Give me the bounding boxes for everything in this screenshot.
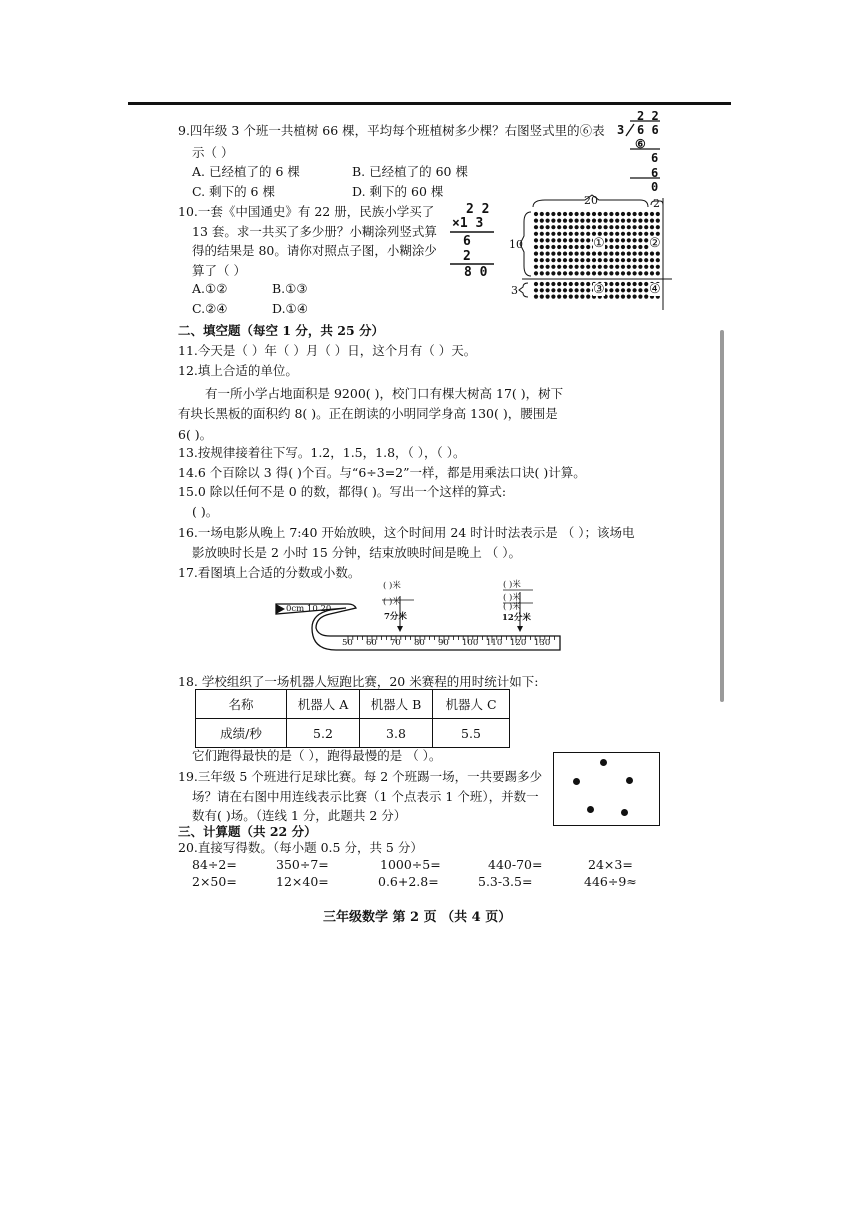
q15-line1: 15.0 除以任何不是 0 的数，都得( )。写出一个这样的算式:	[178, 484, 507, 499]
q19-point[interactable]	[573, 778, 580, 785]
q12-line2: 有块长黑板的面积约 8( )。正在朗读的小明同学身高 130( )，腰围是	[178, 406, 558, 421]
q9-option-c: C. 剩下的 6 棵	[192, 184, 275, 199]
section-3-title: 三、计算题（共 22 分）	[178, 824, 317, 839]
q11: 11.今天是（ ）年（ ）月（ ）日，这个月有（ ）天。	[178, 343, 477, 358]
tape-tick-label: 90	[438, 638, 449, 648]
q10-option-a: A.①②	[192, 281, 228, 296]
table-cell: 3.8	[360, 719, 433, 748]
q17-tape-start-labels: 0cm 10 20	[286, 604, 332, 614]
tape-tick-label: 130	[534, 638, 551, 648]
q10-line3: 得的结果是 80。请你对照点子图，小糊涂少	[192, 243, 437, 258]
q20-item: 0.6+2.8=	[378, 874, 439, 889]
q10-line2: 13 套。求一共买了多少册？小糊涂列竖式算	[192, 224, 437, 239]
q9-quotient: 2 2	[637, 109, 659, 123]
q16-line1: 16.一场电影从晚上 7:40 开始放映，这个时间用 24 时计时法表示是 （ ）；该场电	[178, 525, 635, 540]
q10-grid-label-2: 2	[653, 197, 660, 210]
q20-item: 446÷9≈	[584, 874, 637, 889]
table-header-cell: 机器人 B	[360, 690, 433, 719]
q9-step1: ⑥	[635, 137, 646, 151]
q19-point[interactable]	[587, 806, 594, 813]
q17-left-label: 7分米	[384, 612, 407, 622]
table-header-cell: 机器人 A	[287, 690, 360, 719]
q10-grid-label-10: 10	[509, 238, 523, 251]
q10-option-c: C.②④	[192, 301, 228, 316]
q19-line3: 数有( )场。（连线 1 分，此题共 2 分）	[192, 808, 407, 823]
tape-tick-label: 110	[486, 638, 503, 648]
q10-option-d: D.①④	[272, 301, 308, 316]
q18-title: 18. 学校组织了一场机器人短跑比赛，20 米赛程的用时统计如下:	[178, 674, 539, 689]
q20-item: 1000÷5=	[380, 857, 441, 872]
q19-point[interactable]	[626, 777, 633, 784]
q20-item: 2×50=	[192, 874, 237, 889]
q10-option-b: B.①③	[272, 281, 308, 296]
q10-grid-marker-4: ④	[649, 282, 661, 297]
section-2-title: 二、填空题（每空 1 分，共 25 分）	[178, 323, 385, 338]
q12-line3: 6( )。	[178, 427, 213, 442]
tape-tick-label: 100	[462, 638, 479, 648]
q9-step2: 6	[651, 151, 659, 165]
tape-tick-label: 120	[510, 638, 527, 648]
table-header-row	[196, 690, 510, 719]
q10-calc-result: 8 0	[464, 265, 488, 280]
q20-item: 350÷7=	[276, 857, 329, 872]
q17-title: 17.看图填上合适的分数或小数。	[178, 565, 361, 580]
table-row	[196, 719, 510, 748]
table-cell: 5.2	[287, 719, 360, 748]
q17-left-mid-blank: ( )米	[383, 597, 401, 607]
q10-grid-marker-3: ③	[593, 282, 605, 297]
table-row-label: 成绩/秒	[196, 719, 287, 748]
q20-item: 440-70=	[488, 857, 543, 872]
q17-left-top-blank: ( )米	[383, 581, 401, 591]
q19-line1: 19.三年级 5 个班进行足球比赛。每 2 个班踢一场，一共要踢多少	[178, 769, 543, 784]
q17-right-top-blank: ( )米	[503, 580, 521, 590]
q10-grid-marker-1: ①	[593, 236, 605, 251]
q17-right-bot-blank: ( )米	[503, 602, 521, 612]
q9-step3: 6	[651, 166, 659, 180]
q9-option-a: A. 已经植了的 6 棵	[192, 164, 300, 179]
q16-line2: 影放映时长是 2 小时 15 分钟，结束放映时间是晚上 （ ）。	[192, 545, 521, 560]
q10-calc-mul: ×1 3	[452, 216, 484, 231]
q9-dividend: 6 6	[637, 123, 659, 137]
q10-grid-label-20: 20	[584, 194, 598, 207]
tape-tick-label: 70	[390, 638, 401, 648]
tape-tick-label: 80	[414, 638, 425, 648]
q19-points-box[interactable]	[553, 752, 660, 826]
table-cell: 5.5	[433, 719, 510, 748]
q18-results-table	[195, 689, 510, 748]
q9-option-b: B. 已经植了的 60 棵	[352, 164, 468, 179]
q10-calc-top: 2 2	[466, 202, 490, 217]
table-header-cell: 机器人 C	[433, 690, 510, 719]
q10-line1: 10.一套《中国通史》有 22 册，民族小学买了	[178, 204, 435, 219]
q9-line1: 9.四年级 3 个班一共植树 66 棵，平均每个班植树多少棵？右图竖式里的⑥表	[178, 123, 605, 138]
q9-option-d: D. 剩下的 60 棵	[352, 184, 444, 199]
q12-line1: 有一所小学占地面积是 9200( )，校门口有棵大树高 17( )，树下	[205, 386, 564, 401]
q20-item: 24×3=	[588, 857, 633, 872]
q12-title: 12.填上合适的单位。	[178, 363, 298, 378]
tape-tick-label: 60	[366, 638, 377, 648]
q19-point[interactable]	[600, 759, 607, 766]
q19-line2: 场？请在右图中用连线表示比赛（1 个点表示 1 个班），并数一	[192, 789, 539, 804]
q9-divisor: 3	[617, 123, 625, 137]
q10-grid-marker-2: ②	[649, 236, 661, 251]
q10-calc-p2: 2	[463, 249, 471, 264]
q9-line2: 示（ ）	[192, 145, 234, 160]
q14: 14.6 个百除以 3 得( )个百。与“6÷3=2”一样，都是用乘法口诀( )计算。	[178, 465, 586, 480]
q9-remainder: 0	[651, 180, 659, 194]
q17-right-label: 12分米	[502, 613, 531, 623]
q10-grid-label-3: 3	[511, 284, 518, 297]
q20-item: 12×40=	[276, 874, 329, 889]
table-header-cell: 名称	[196, 690, 287, 719]
q15-line2: ( )。	[192, 504, 219, 519]
q20-item: 84÷2=	[192, 857, 237, 872]
q10-calc-p1: 6	[463, 234, 471, 249]
q20-title: 20.直接写得数。（每小题 0.5 分，共 5 分）	[178, 840, 423, 855]
q17-right-mid-blank: ( )米	[503, 593, 521, 603]
page-footer: 三年级数学 第 2 页 （共 4 页）	[323, 910, 512, 925]
q19-point[interactable]	[621, 809, 628, 816]
q13: 13.按规律接着往下写。1.2，1.5，1.8，（ ），（ ）。	[178, 445, 466, 460]
tape-tick-label: 50	[342, 638, 353, 648]
q18-answer-line: 它们跑得最快的是（ ），跑得最慢的是 （ ）。	[192, 748, 442, 763]
q20-item: 5.3-3.5=	[478, 874, 533, 889]
q10-line4: 算了（ ）	[192, 263, 246, 278]
